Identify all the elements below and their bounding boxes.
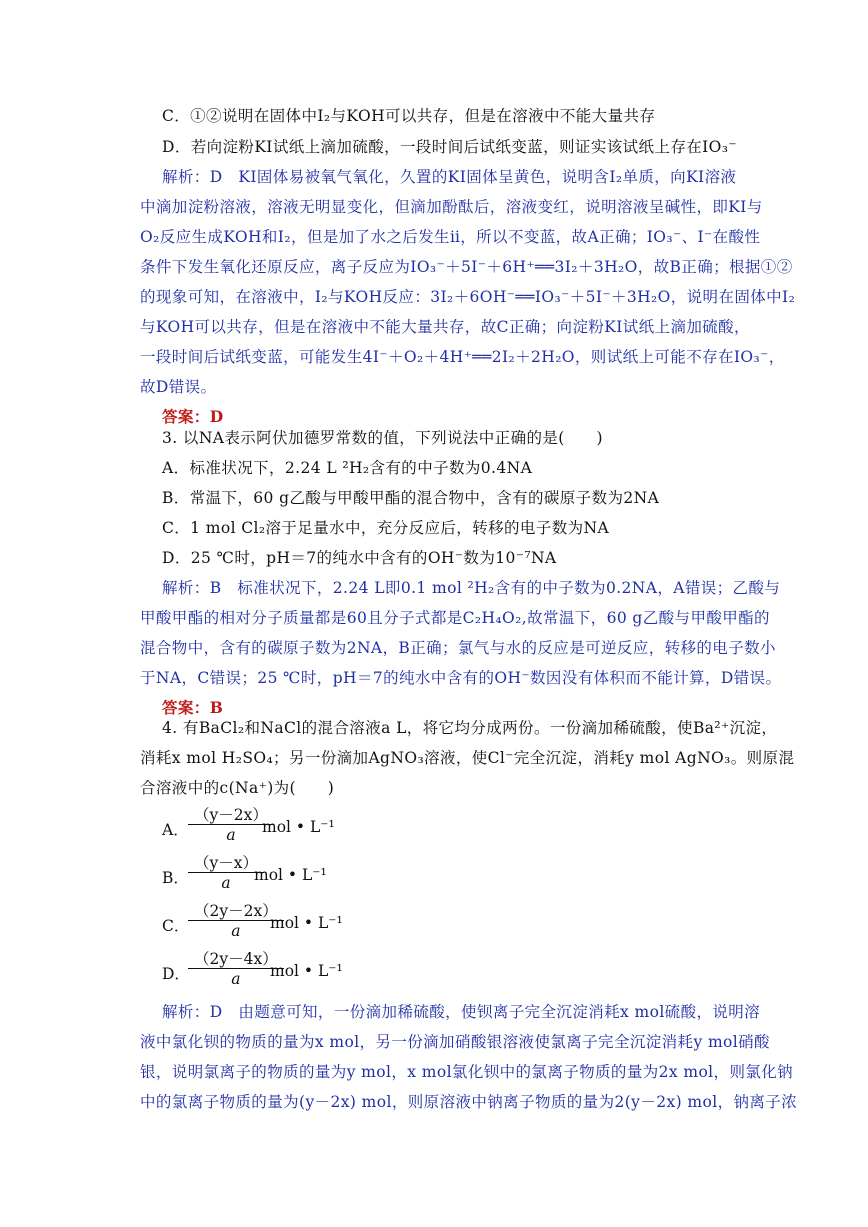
q2-analysis-line-3: O₂反应生成KOH和I₂，但是加了水之后发生ⅱ，所以不变蓝，故A正确；IO₃⁻、I⁻在酸性 [140,228,761,246]
q4-analysis-line-1: 解析：D 由题意可知，一份滴加稀硫酸，使钡离子完全沉淀消耗x mol硫酸，说明溶 [162,1003,761,1021]
q2-analysis-line-5: 的现象可知，在溶液中，I₂与KOH反应：3I₂＋6OH⁻══IO₃⁻＋5I⁻＋3H₂O，说明在固体中I₂ [140,288,796,306]
fraction-denominator: a [231,922,241,940]
q3-analysis-line-3: 混合物中，含有的碳原子数为2NA，B正确；氯气与水的反应是可逆反应，转移的电子数小 [140,639,776,657]
q4-analysis-line-2: 液中氯化钡的物质的量为x mol，另一份滴加硝酸银溶液使氯离子完全沉淀消耗y mol硝酸 [140,1033,770,1051]
q3-option-d: D．25 ℃时，pH＝7的纯水中含有的OH⁻数为10⁻⁷NA [162,549,557,567]
q3-stem: 3. 以NA表示阿伏加德罗常数的值，下列说法中正确的是( ) [162,429,603,447]
fraction-denominator: a [226,826,236,844]
q2-analysis-line-8: 故D错误。 [140,378,217,396]
q2-option-c: C．①②说明在固体中I₂与KOH可以共存，但是在溶液中不能大量共存 [162,107,656,125]
q3-option-c: C．1 mol Cl₂溶于足量水中，充分反应后，转移的电子数为NA [162,519,610,537]
fraction-numerator: （y－2x） [188,806,274,825]
q3-analysis-line-1: 解析：B 标准状况下，2.24 L即0.1 mol ²H₂含有的中子数为0.2NA，A错误；乙酸与 [162,579,781,597]
fraction [188,854,264,893]
q4-stem-line-1: 4. 有BaCl₂和NaCl的混合溶液a L，将它均分成两份。一份滴加稀硫酸，使Ba²⁺沉淀， [162,719,778,737]
fraction-denominator: a [231,970,241,988]
q4-analysis-line-3: 银，说明氯离子的物质的量为y mol，x mol氯化钡中的氯离子物质的量为2x mol，则氯化钠 [140,1063,794,1081]
q3-answer: 答案：B [162,698,224,717]
fraction-numerator: （y－x） [188,854,264,873]
fraction-denominator: a [221,874,231,892]
q2-option-d: D．若向淀粉KI试纸上滴加硫酸，一段时间后试纸变蓝，则证实该试纸上存在IO₃⁻ [162,138,737,156]
q2-answer: 答案：D [162,407,224,426]
option-label: D． [162,965,190,983]
q3-option-b: B．常温下，60 g乙酸与甲酸甲酯的混合物中，含有的碳原子数为2NA [162,489,660,507]
q2-analysis-line-6: 与KOH可以共存，但是在溶液中不能大量共存，故C正确；向淀粉KI试纸上滴加硫酸， [140,318,750,336]
q2-analysis-line-4: 条件下发生氧化还原反应，离子反应为IO₃⁻＋5I⁻＋6H⁺══3I₂＋3H₂O，故B正确；根据①② [140,258,793,276]
unit: mol • L⁻¹ [262,818,335,836]
unit: mol • L⁻¹ [270,962,343,980]
fraction [188,806,274,845]
q2-analysis-line-7: 一段时间后试纸变蓝，可能发生4I⁻＋O₂＋4H⁺══2I₂＋2H₂O，则试纸上可能不存在IO₃⁻， [140,348,785,366]
q4-stem-line-2: 消耗x mol H₂SO₄；另一份滴加AgNO₃溶液，使Cl⁻完全沉淀，消耗y mol AgNO₃。则原混 [140,749,795,767]
q3-analysis-line-2: 甲酸甲酯的相对分子质量都是60且分子式都是C₂H₄O₂,故常温下，60 g乙酸与甲酸甲酯的 [140,609,770,627]
option-label: B． [162,869,189,887]
q4-analysis-line-4: 中的氯离子物质的量为(y－2x) mol，则原溶液中钠离子物质的量为2(y－2x) mol，钠离子浓 [140,1093,798,1111]
fraction-numerator: （2y－4x） [188,950,284,969]
option-label: C． [162,917,190,935]
q3-option-a: A．标准状况下，2.24 L ²H₂含有的中子数为0.4NA [162,459,533,477]
q4-stem-line-3: 合溶液中的c(Na⁺)为( ) [140,779,335,797]
fraction-numerator: （2y－2x） [188,902,284,921]
q3-analysis-line-4: 于NA，C错误；25 ℃时，pH＝7的纯水中含有的OH⁻数因没有体积而不能计算，D错误。 [140,669,782,687]
q2-analysis-line-1: 解析：D KI固体易被氧气氧化，久置的KI固体呈黄色，说明含I₂单质，向KI溶液 [162,168,737,186]
unit: mol • L⁻¹ [270,914,343,932]
option-label: A． [162,821,189,839]
unit: mol • L⁻¹ [254,866,327,884]
q2-analysis-line-2: 中滴加淀粉溶液，溶液无明显变化，但滴加酚酞后，溶液变红，说明溶液呈碱性，即KI与 [140,198,763,216]
